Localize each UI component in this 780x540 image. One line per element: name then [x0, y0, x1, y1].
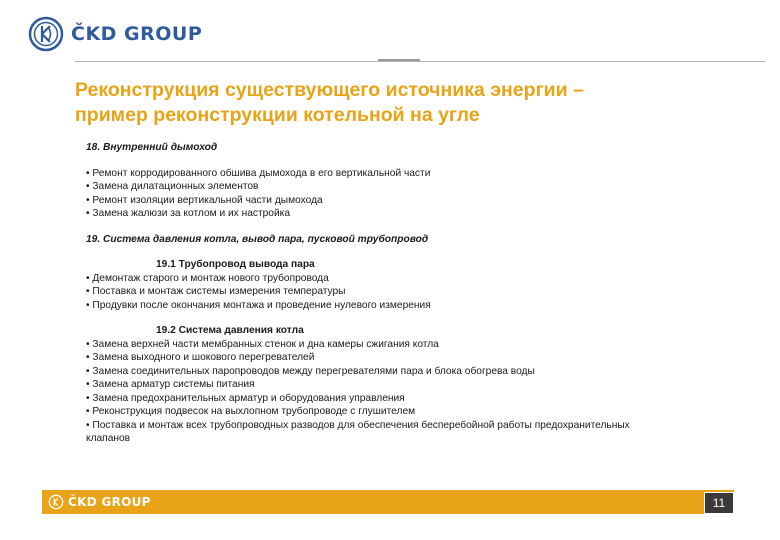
list-item: • Поставка и монтаж всех трубопроводных разводов для обеспечения бесперебойной работы предохранительных — [86, 419, 630, 431]
list-item: • Поставка и монтаж системы измерения температуры — [86, 286, 346, 297]
list-item: • Ремонт изоляции вертикальной части дымохода — [86, 194, 323, 206]
ckd-emblem-icon — [48, 494, 64, 510]
list-item: • Замена соединительных паропроводов между перегревателями пара и блока обогрева воды — [86, 365, 535, 377]
list-item: • Замена верхней части мембранных стенок и дна камеры сжигания котла — [86, 338, 439, 350]
slide-content — [86, 141, 766, 446]
list-item: клапанов — [86, 433, 131, 444]
list-item: • Замена жалюзи за котлом и их настройка — [86, 208, 291, 219]
list-item: • Реконструкция подвесок на выхлопном трубопроводе с глушителем — [86, 406, 416, 417]
list-item: • Замена предохранительных арматур и оборудования управления — [86, 392, 405, 404]
list-item: • Продувки после окончания монтажа и проведение нулевого измерения — [86, 299, 431, 311]
section-heading-19: 19. Система давления котла, вывод пара, пусковой трубопровод — [86, 233, 429, 245]
footer-logo-text: ČKD GROUP — [68, 495, 151, 509]
footer-logo — [48, 494, 151, 510]
header-divider — [75, 61, 765, 62]
slide-title-line-2: пример реконструкции котельной на угле — [75, 104, 480, 126]
slide-title-line-1: Реконструкция существующего источника энергии – — [75, 79, 584, 101]
slide-title — [75, 78, 755, 128]
subsection-heading-19-2: 19.2 Система давления котла — [156, 325, 304, 336]
header-logo — [28, 16, 202, 52]
list-item: • Замена арматур системы питания — [86, 379, 255, 390]
list-item: • Замена дилатационных элементов — [86, 181, 259, 192]
page-number: 11 — [704, 492, 734, 514]
section-heading-18: 18. Внутренний дымоход — [86, 142, 218, 153]
list-item: • Ремонт корродированного обшива дымохода в его вертикальной части — [86, 167, 431, 179]
logo-text: ČKD GROUP — [71, 23, 203, 45]
list-item: • Демонтаж старого и монтаж нового трубопровода — [86, 272, 329, 284]
subsection-heading-19-1: 19.1 Трубопровод вывода пара — [156, 259, 315, 270]
ckd-emblem-icon — [28, 16, 64, 52]
list-item: • Замена выходного и шокового перегревателей — [86, 352, 315, 363]
header-divider-accent — [378, 59, 420, 61]
